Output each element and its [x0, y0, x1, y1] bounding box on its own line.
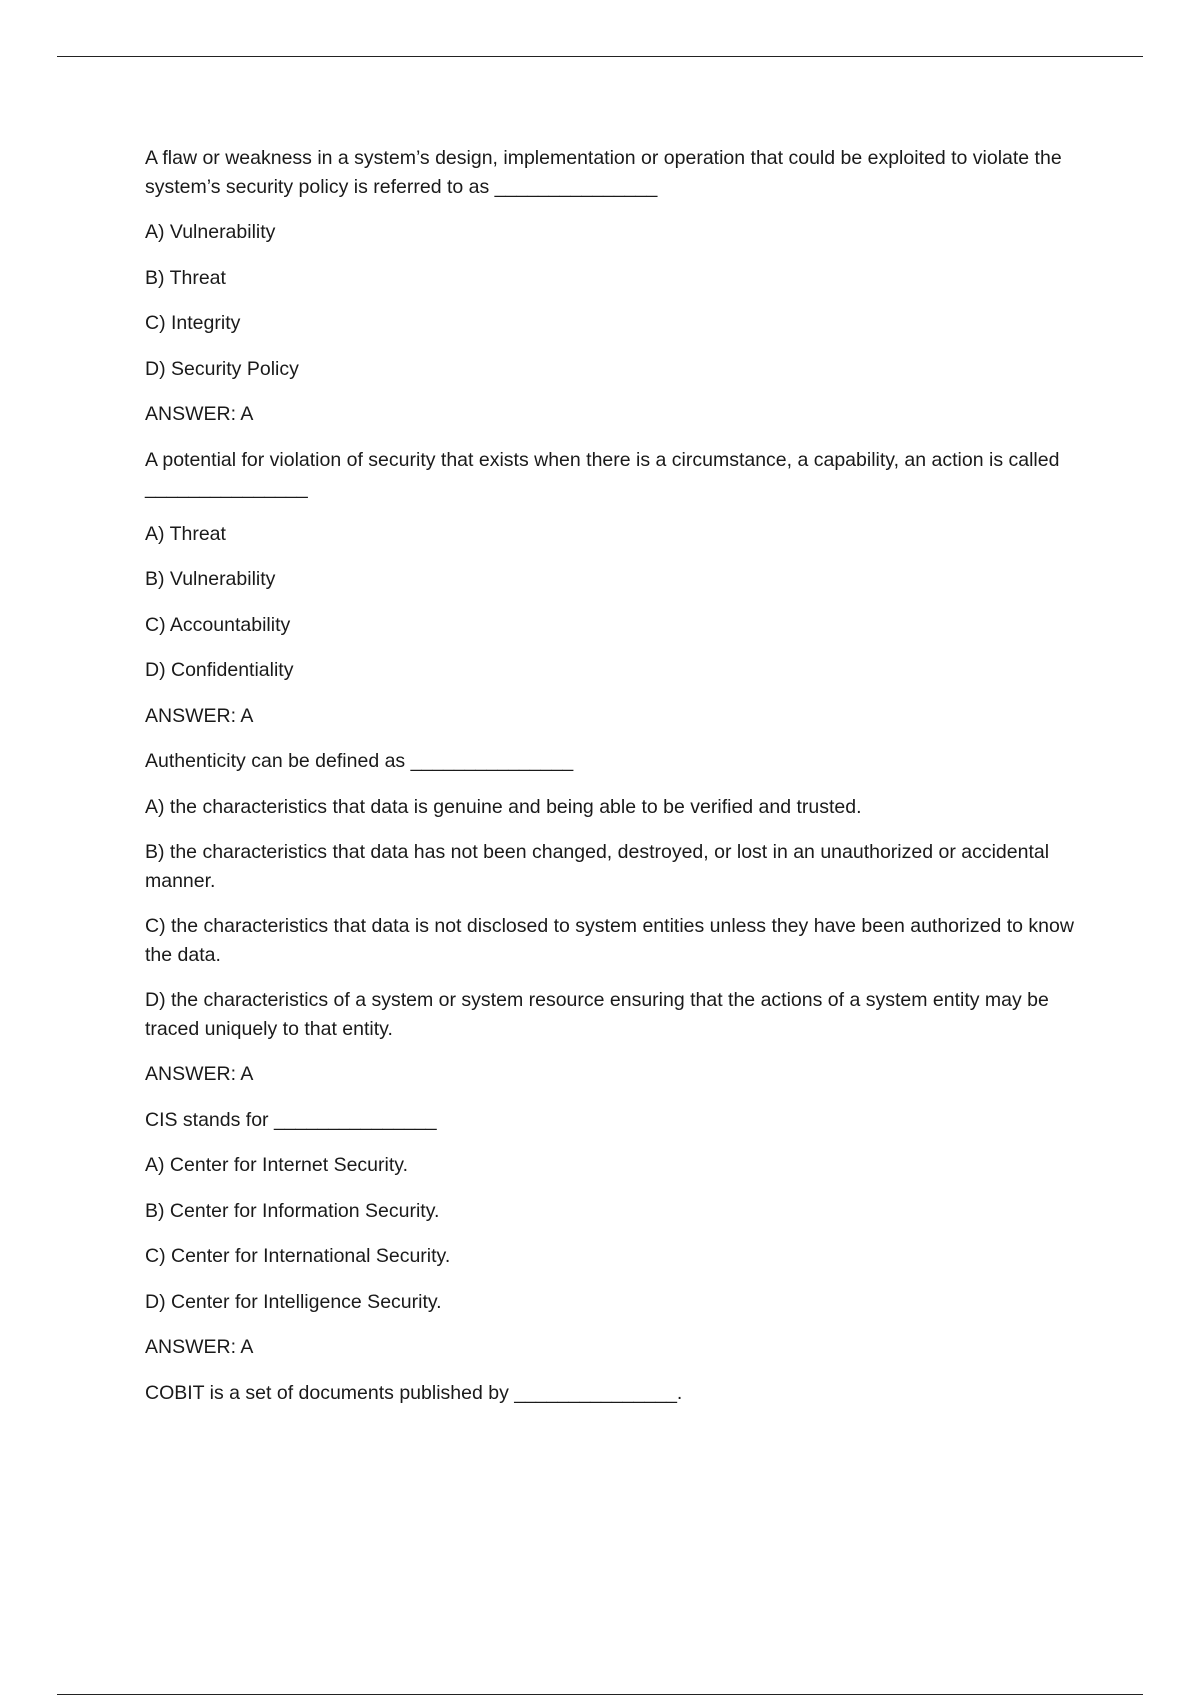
answer-line: ANSWER: A: [145, 1063, 254, 1085]
question-text: CIS stands for _______________: [145, 1108, 437, 1131]
option-c: C) Accountability: [145, 613, 291, 636]
option-b: B) Vulnerability: [145, 568, 276, 590]
answer-line: ANSWER: A: [145, 704, 254, 727]
document-body: [145, 144, 1090, 1424]
footer-rule: [57, 1694, 1143, 1695]
answer-line: ANSWER: A: [145, 1336, 254, 1358]
question-text: A potential for violation of security that exists when there is a circumstance, a capability, an action is called _______________: [145, 448, 1060, 499]
question-text: Authenticity can be defined as _______________: [145, 750, 574, 772]
option-d: D) the characteristics of a system or system resource ensuring that the actions of a system entity may be traced uniquely to that entity.: [145, 989, 1049, 1040]
option-b: B) Center for Information Security.: [145, 1199, 440, 1222]
option-b: B) Threat: [145, 266, 226, 289]
option-c: C) the characteristics that data is not disclosed to system entities unless they have been authorized to know the data.: [145, 915, 1074, 966]
header-rule: [57, 56, 1143, 57]
option-a: A) Center for Internet Security.: [145, 1154, 408, 1176]
option-c: C) Center for International Security.: [145, 1245, 451, 1267]
option-d: D) Confidentiality: [145, 659, 294, 681]
option-d: D) Security Policy: [145, 357, 299, 380]
question-text: COBIT is a set of documents published by _______________.: [145, 1381, 683, 1404]
answer-line: ANSWER: A: [145, 403, 254, 425]
option-d: D) Center for Intelligence Security.: [145, 1290, 442, 1313]
option-a: A) the characteristics that data is genuine and being able to be verified and trusted.: [145, 795, 862, 818]
option-a: A) Threat: [145, 522, 226, 545]
option-c: C) Integrity: [145, 312, 241, 334]
question-text: A flaw or weakness in a system’s design, implementation or operation that could be exploited to violate the system’s security policy is referred to as _______________: [145, 147, 1062, 198]
option-a: A) Vulnerability: [145, 221, 276, 243]
option-b: B) the characteristics that data has not been changed, destroyed, or lost in an unauthorized or accidental manner.: [145, 841, 1050, 892]
